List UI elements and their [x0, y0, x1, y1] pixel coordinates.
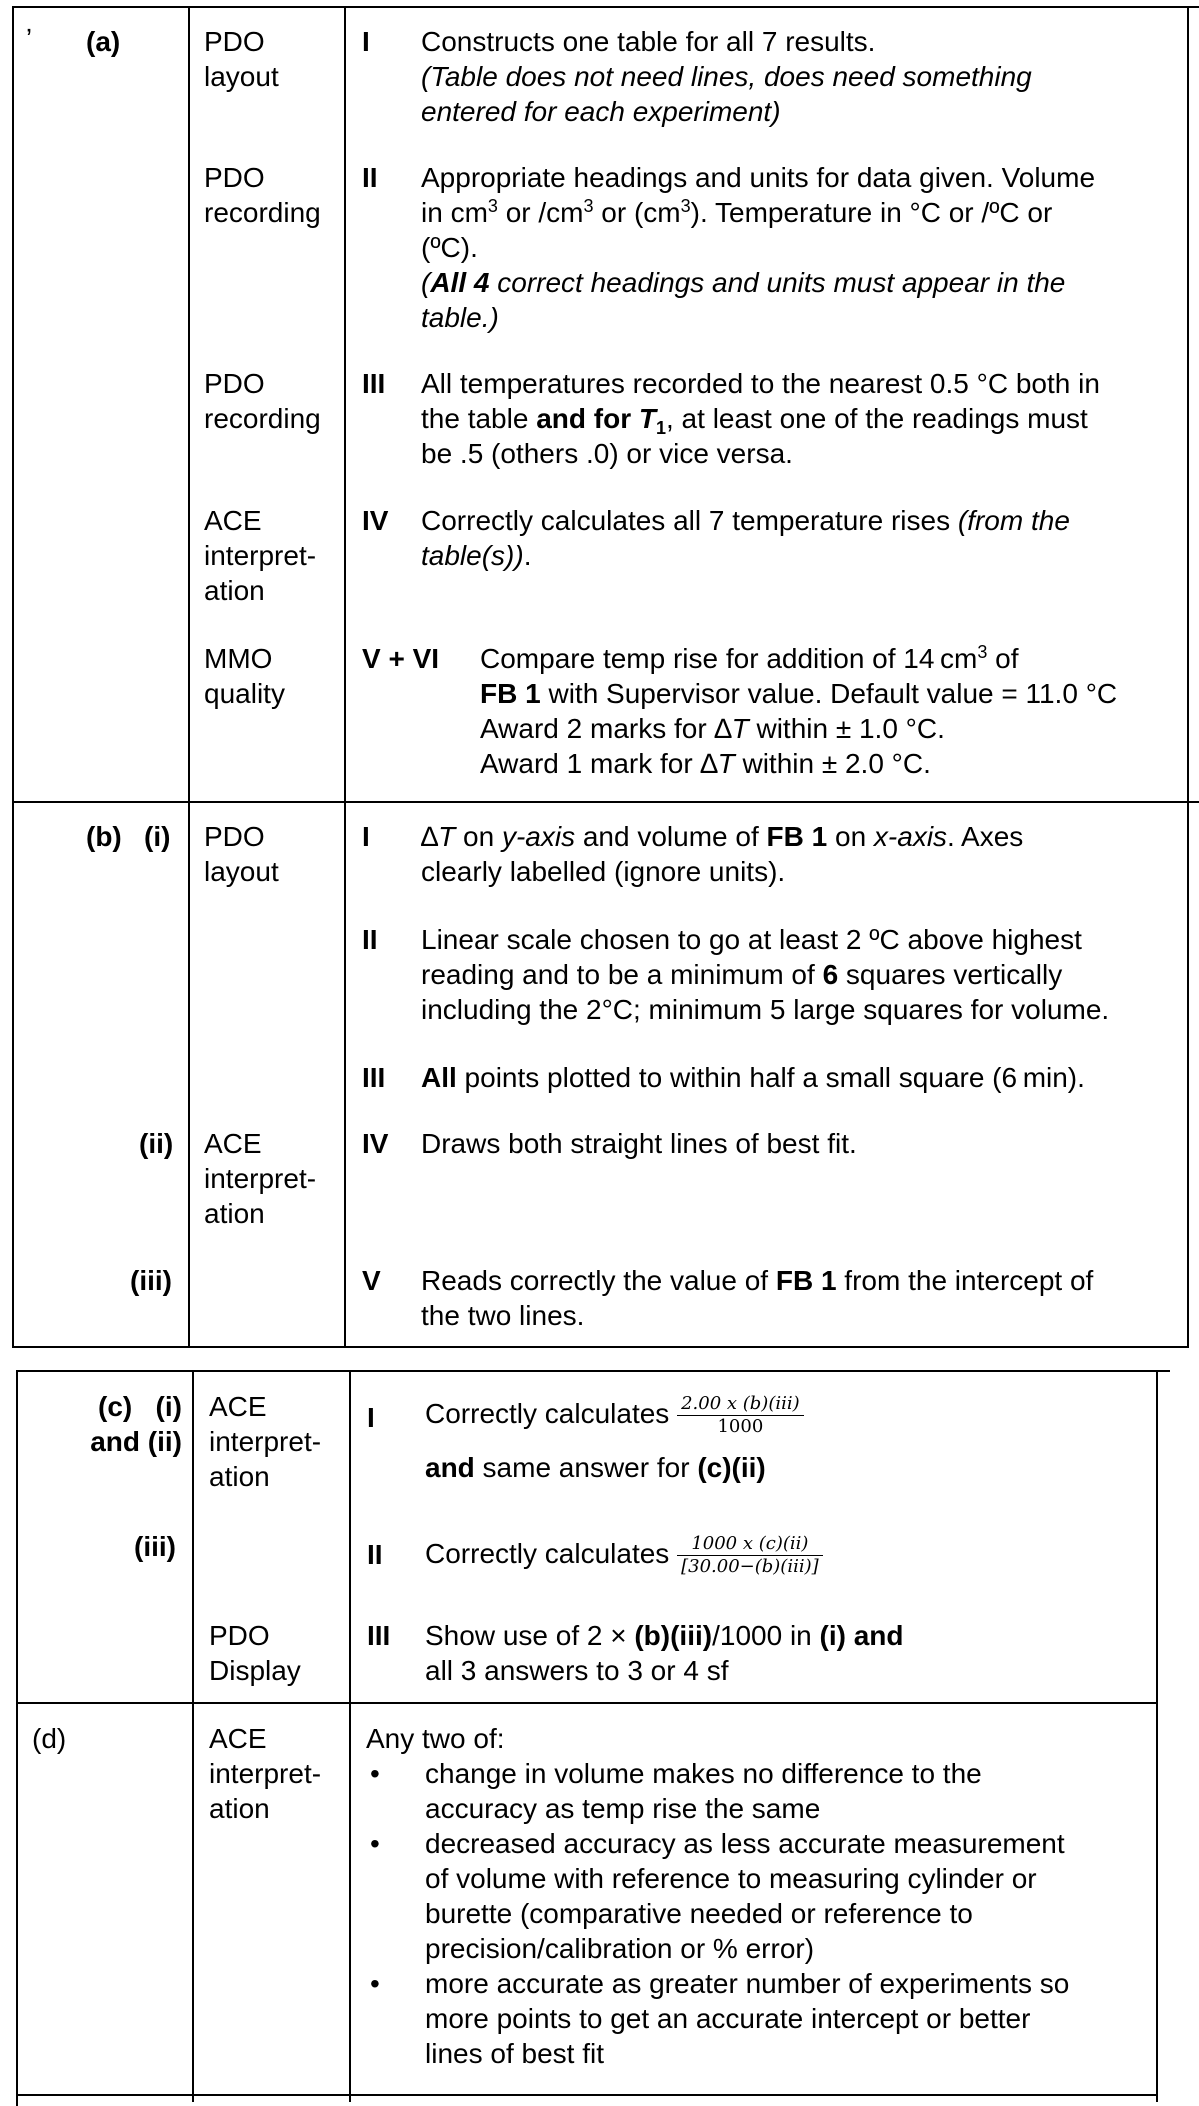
mark-text-a-V-VI [480, 641, 1185, 781]
mark-line: entered for each experiment) [421, 96, 781, 127]
mark-line: including the 2°C; minimum 5 large squares for volume. [421, 994, 1110, 1025]
mark-line: the two lines. [421, 1300, 585, 1331]
skill-c2 [209, 1618, 301, 1688]
mark-text-d [366, 1721, 1151, 1756]
table2-col-divider-1 [192, 1370, 194, 2102]
mark-text-c-I [425, 1388, 1145, 1485]
mark-number: II [362, 924, 378, 955]
skill-line: interpret- [204, 1163, 317, 1194]
mark-line: (Table does not need lines, does need something [421, 61, 1032, 92]
mark-line: reading and to be a minimum of 6 squares vertically [421, 959, 1063, 990]
skill-line: PDO [204, 26, 265, 57]
skill-line: quality [204, 678, 285, 709]
mark-line: Draws both straight lines of best fit. [421, 1128, 857, 1159]
mark-line: of volume with reference to measuring cylinder or [425, 1863, 1037, 1894]
question-b-i-label: (i) [144, 821, 171, 852]
question-b-iii-label: (iii) [130, 1265, 172, 1296]
mark-line: table.) [421, 302, 499, 333]
mark-line: be .5 (others .0) or vice versa. [421, 438, 793, 469]
bullet-item-2 [425, 1826, 1155, 1966]
mark-number: IV [362, 1128, 389, 1159]
skill-b1 [204, 819, 279, 889]
mark-number: II [367, 1539, 383, 1570]
skill-line: PDO [209, 1620, 270, 1651]
mark-line: (All 4 correct headings and units must appear in the [421, 267, 1066, 298]
mark-line: table(s)). [421, 540, 532, 571]
mark-line: Appropriate headings and units for data given. Volume [421, 162, 1096, 193]
question-b-ii-label: (ii) [139, 1128, 174, 1159]
bullet-item-3 [425, 1966, 1155, 2071]
table1-right-border [1187, 6, 1189, 1348]
skill-line: ation [204, 1198, 265, 1229]
skill-line: PDO [204, 821, 265, 852]
mark-line: accuracy as temp rise the same [425, 1793, 821, 1824]
mark-number: III [367, 1620, 391, 1651]
skill-c1 [209, 1389, 321, 1494]
mark-line: Show use of 2 × (b)(iii)/1000 in (i) and [425, 1620, 904, 1651]
question-c-line: (c) (i) [98, 1391, 182, 1422]
mark-line: in $cm^3$ or $/cm^3$ or $(cm^3)$. Temperature in °C or /ºC or [421, 196, 1053, 228]
skill-line: interpret- [209, 1426, 322, 1457]
skill-line: layout [204, 856, 279, 887]
mark-line: FB 1 with Supervisor value. Default value = 11.0 °C [480, 678, 1118, 709]
mark-number: I [362, 821, 370, 852]
mark-line: Award 2 marks for ∆T within ± 1.0 °C. [480, 713, 945, 744]
skill-line: MMO [204, 643, 273, 674]
mark-text-b-III [421, 1060, 1187, 1095]
fraction-c-i: $\frac{\text{2.00 x (b)(iii)}}{1000}$ [677, 1393, 804, 1438]
skill-b2 [204, 1126, 316, 1231]
skill-line: PDO [204, 162, 265, 193]
bullet-icon: • [370, 1828, 380, 1859]
table2-row-divider [16, 1702, 1158, 1704]
table1-left-border [12, 6, 14, 1348]
mark-number: I [367, 1402, 375, 1433]
skill-a1 [204, 24, 279, 94]
skill-line: ACE [204, 505, 262, 536]
mark-number: V [362, 1265, 381, 1296]
mark-line: Any two of: [366, 1723, 505, 1754]
mark-line: Correctly calculates $\frac{\text{2.00 x (b)(iii)}}{1000}$ [425, 1388, 1145, 1440]
mark-text-c-II [425, 1525, 1145, 1583]
table2-left-border [16, 1370, 18, 2106]
mark-line: the table and for $T_1$, at least one of the readings must [421, 403, 1088, 438]
table2-bottom-border [16, 2094, 1158, 2096]
mark-number: I [362, 26, 370, 57]
skill-line: layout [204, 61, 279, 92]
mark-text-a-III [421, 366, 1187, 471]
mark-number: V + VI [362, 643, 440, 674]
table1-bottom-border [12, 1346, 1189, 1348]
question-c-label [22, 1389, 182, 1459]
mark-line: Linear scale chosen to go at least 2 ºC above highest [421, 924, 1082, 955]
table2-right-border [1156, 1370, 1158, 2102]
skill-line: recording [204, 197, 321, 228]
skill-line: ation [204, 575, 265, 606]
skill-a5 [204, 641, 285, 711]
mark-line: more points to get an accurate intercept or better [425, 2003, 1031, 2034]
skill-d [209, 1721, 321, 1826]
table1-row-divider [12, 801, 1199, 803]
skill-line: ACE [209, 1391, 267, 1422]
skill-a4 [204, 503, 316, 608]
mark-line: ∆T on y-axis and volume of FB 1 on x-axis. Axes [421, 821, 1024, 852]
skill-line: Display [209, 1655, 301, 1686]
mark-line: precision/calibration or % error) [425, 1933, 815, 1964]
mark-text-c-III [425, 1618, 1145, 1688]
mark-line: Correctly calculates all 7 temperature rises (from the [421, 505, 1070, 536]
skill-line: recording [204, 403, 321, 434]
mark-line: All temperatures recorded to the nearest 0.5 °C both in [421, 368, 1100, 399]
mark-text-a-I [421, 24, 1181, 129]
bullet-item-1 [425, 1756, 1155, 1826]
mark-line: Award 1 mark for ∆T within ± 2.0 °C. [480, 748, 931, 779]
skill-a3 [204, 366, 321, 436]
mark-line: Constructs one table for all 7 results. [421, 26, 876, 57]
skill-line: PDO [204, 368, 265, 399]
skill-a2 [204, 160, 321, 230]
mark-text-b-II [421, 922, 1187, 1027]
question-a-label: (a) [86, 26, 121, 57]
mark-line: more accurate as greater number of experiments so [425, 1968, 1070, 1999]
skill-line: ation [209, 1793, 270, 1824]
question-d-label: (d) [32, 1723, 67, 1754]
table2-top-border [16, 1370, 1170, 1372]
mark-line: Correctly calculates $\frac{1000 x (c)(ii)}{\text{[30.00−(b)(iii)]}}$ [425, 1525, 1145, 1583]
mark-number: III [362, 1062, 386, 1093]
mark-line: Reads correctly the value of FB 1 from the intercept of [421, 1265, 1094, 1296]
mark-line: lines of best fit [425, 2038, 604, 2069]
mark-line: Compare temp rise for addition of 14 $cm^3$ of [480, 642, 1019, 674]
mark-line: all 3 answers to 3 or 4 sf [425, 1655, 729, 1686]
mark-text-a-II [421, 160, 1181, 335]
mark-line: All points plotted to within half a small square (6 min). [421, 1062, 1085, 1093]
mark-line: decreased accuracy as less accurate measurement [425, 1828, 1065, 1859]
table2-col-divider-2 [349, 1370, 351, 2102]
skill-line: interpret- [204, 540, 317, 571]
table1-top-border [12, 6, 1199, 8]
mark-line: burette (comparative needed or reference to [425, 1898, 973, 1929]
mark-number: IV [362, 505, 389, 536]
mark-line: and same answer for (c)(ii) [425, 1452, 766, 1483]
fraction-c-iii: $\frac{1000 x (c)(ii)}{\text{[30.00−(b)(iii)]}}$ [677, 1533, 823, 1578]
skill-line: interpret- [209, 1758, 322, 1789]
mark-line: (ºC). [421, 232, 478, 263]
mark-text-b-I [421, 819, 1181, 889]
question-c-line: and (ii) [90, 1426, 182, 1457]
table1-col-divider-1 [188, 6, 190, 1348]
skill-line: ACE [204, 1128, 262, 1159]
mark-number: II [362, 162, 378, 193]
mark-text-b-IV [421, 1126, 1181, 1161]
mark-text-a-IV [421, 503, 1181, 573]
mark-text-b-V [421, 1263, 1187, 1333]
bullet-icon: • [370, 1968, 380, 1999]
question-b-label: (b) [86, 821, 122, 852]
bullet-icon: • [370, 1758, 380, 1789]
table1-col-divider-2 [344, 6, 346, 1348]
stray-tick-mark: ʼ [26, 24, 33, 55]
mark-line: change in volume makes no difference to the [425, 1758, 982, 1789]
skill-line: ACE [209, 1723, 267, 1754]
question-c-iii-label: (iii) [134, 1531, 176, 1562]
mark-number: III [362, 368, 386, 399]
skill-line: ation [209, 1461, 270, 1492]
mark-line: clearly labelled (ignore units). [421, 856, 786, 887]
